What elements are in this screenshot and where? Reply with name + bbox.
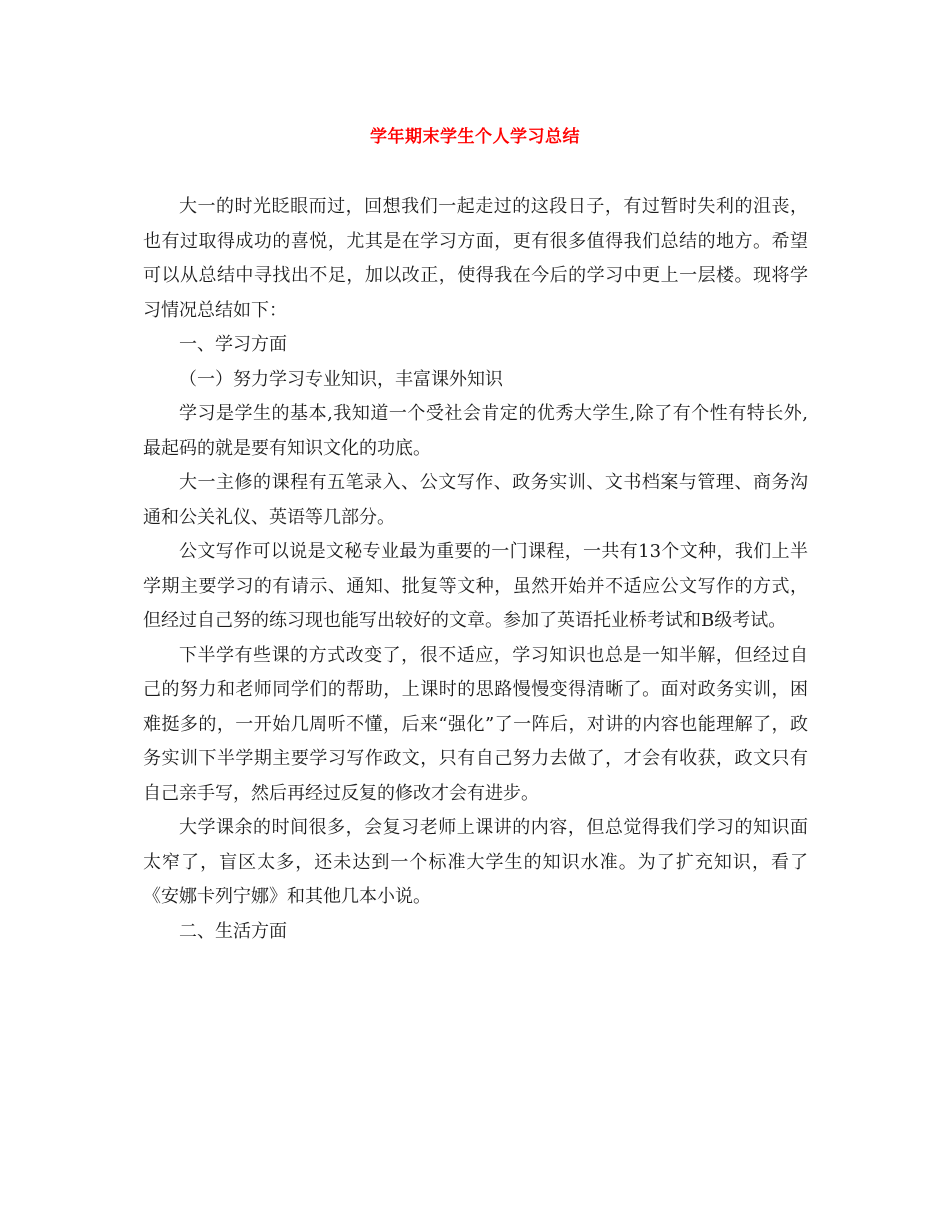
- paragraph-courses: 大一主修的课程有五笔录入、公文写作、政务实训、文书档案与管理、商务沟通和公关礼仪、英语等几部分。: [143, 472, 808, 528]
- subsection-heading-knowledge: （一）努力学习专业知识，丰富课外知识: [179, 368, 503, 390]
- document-title: 学年期末学生个人学习总结: [370, 127, 580, 147]
- paragraph-intro: 大一的时光眨眼而过，回想我们一起走过的这段日子，有过暂时失利的沮丧，也有过取得成功的喜悦，尤其是在学习方面，更有很多值得我们总结的地方。希望可以从总结中寻找出不足，加以改正，使得我在今后的学习中更上一层楼。现将学习情况总结如下：: [143, 196, 808, 321]
- paragraph-second-half: 下半学有些课的方式改变了，很不适应，学习知识也总是一知半解，但经过自己的努力和老师同学们的帮助，上课时的思路慢慢变得清晰了。面对政务实训，困难挺多的，一开始几周听不懂，后来“强化”了一阵后，对讲的内容也能理解了，政务实训下半学期主要学习写作政文，只有自己努力去做了，才会有收获，政文只有自己亲手写，然后再经过反复的修改才会有进步。: [143, 644, 808, 804]
- paragraph-writing: 公文写作可以说是文秘专业最为重要的一门课程，一共有13个文种，我们上半学期主要学习的有请示、通知、批复等文种，虽然开始并不适应公文写作的方式，但经过自己努的练习现也能写出较好的文章。参加了英语托业桥考试和B级考试。: [143, 541, 808, 631]
- paragraph-basics: 学习是学生的基本,我知道一个受社会肯定的优秀大学生,除了有个性有特长外,最起码的就是要有知识文化的功底。: [143, 403, 808, 459]
- section-heading-life: 二、生活方面: [179, 920, 287, 942]
- section-heading-study: 一、学习方面: [179, 334, 287, 355]
- document-body: [143, 190, 808, 949]
- paragraph-spare-time: 大学课余的时间很多，会复习老师上课讲的内容，但总觉得我们学习的知识面太窄了，盲区太多，还未达到一个标准大学生的知识水准。为了扩充知识，看了《安娜卡列宁娜》和其他几本小说。: [143, 817, 808, 907]
